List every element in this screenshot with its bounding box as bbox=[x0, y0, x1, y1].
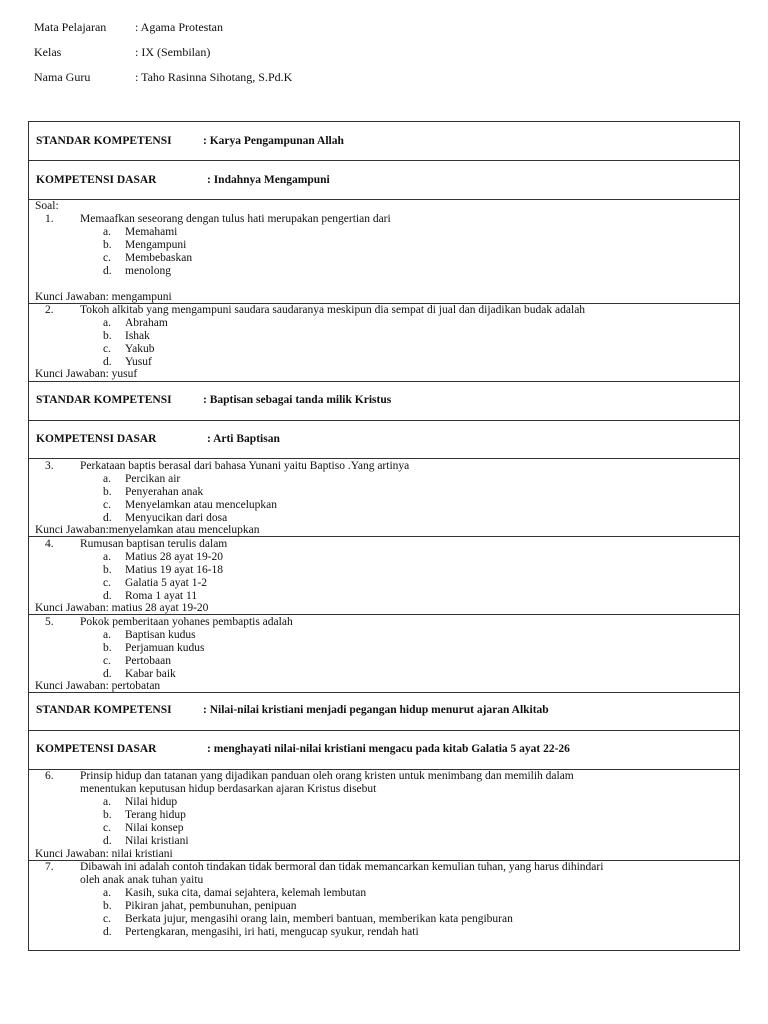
question-number: 3. bbox=[45, 460, 54, 472]
option-letter: d. bbox=[103, 590, 112, 602]
answer-key: Kunci Jawaban: matius 28 ayat 19-20 bbox=[35, 602, 209, 614]
question-text: Dibawah ini adalah contoh tindakan tidak bermoral dan tidak memancarkan kemulian tuhan, yang harus dihindari bbox=[80, 861, 604, 873]
option-text: Memahami bbox=[125, 226, 178, 238]
kd-value: : Arti Baptisan bbox=[207, 433, 280, 445]
option-text: Kasih, suka cita, damai sejahtera, kelemah lembutan bbox=[125, 887, 367, 899]
sk-value: : Nilai-nilai kristiani menjadi pegangan hidup menurut ajaran Alkitab bbox=[203, 704, 549, 716]
standar-kompetensi-3 bbox=[36, 704, 549, 716]
option-letter: a. bbox=[103, 473, 111, 485]
option-text: Abraham bbox=[125, 317, 168, 329]
option-letter: a. bbox=[103, 796, 111, 808]
subject-label: Mata Pelajaran bbox=[34, 20, 107, 34]
option-letter: c. bbox=[103, 913, 111, 925]
kd-label: KOMPETENSI DASAR bbox=[36, 743, 157, 755]
divider bbox=[29, 199, 739, 200]
kompetensi-dasar-3 bbox=[36, 743, 570, 755]
option-letter: b. bbox=[103, 642, 112, 654]
divider bbox=[29, 692, 739, 693]
answer-key: Kunci Jawaban: mengampuni bbox=[35, 291, 172, 303]
option-text: Percikan air bbox=[125, 473, 181, 485]
option-text: Berkata jujur, mengasihi orang lain, memberi bantuan, memberikan kata pengiburan bbox=[125, 913, 513, 925]
option-letter: a. bbox=[103, 226, 111, 238]
question-text: Tokoh alkitab yang mengampuni saudara saudaranya meskipun dia sempat di jual dan dijadikan budak adalah bbox=[80, 304, 586, 316]
option-letter: c. bbox=[103, 822, 111, 834]
option-letter: b. bbox=[103, 239, 112, 251]
option-text: Pertengkaran, mengasihi, iri hati, mengucap syukur, rendah hati bbox=[125, 926, 419, 938]
option-letter: a. bbox=[103, 629, 111, 641]
option-letter: a. bbox=[103, 551, 111, 563]
option-text: Terang hidup bbox=[125, 809, 186, 821]
sk-value: : Baptisan sebagai tanda milik Kristus bbox=[203, 394, 392, 406]
kd-value: : Indahnya Mengampuni bbox=[207, 174, 330, 186]
kd-label: KOMPETENSI DASAR bbox=[36, 433, 157, 445]
option-letter: b. bbox=[103, 564, 112, 576]
option-text: Pertobaan bbox=[125, 655, 171, 667]
question-number: 1. bbox=[45, 213, 54, 225]
option-letter: d. bbox=[103, 835, 112, 847]
option-text: Ishak bbox=[125, 330, 150, 342]
class-value: : IX (Sembilan) bbox=[135, 45, 211, 59]
option-text: Kabar baik bbox=[125, 668, 176, 680]
question-text-continued: oleh anak anak tuhan yaitu bbox=[80, 874, 204, 886]
subject-value: : Agama Protestan bbox=[135, 20, 223, 34]
sk-label: STANDAR KOMPETENSI bbox=[36, 394, 172, 406]
question-number: 2. bbox=[45, 304, 54, 316]
teacher-value: : Taho Rasinna Sihotang, S.Pd.K bbox=[135, 70, 293, 84]
kompetensi-dasar-2 bbox=[36, 433, 280, 445]
option-letter: d. bbox=[103, 265, 112, 277]
question-text: Perkataan baptis berasal dari bahasa Yunani yaitu Baptiso .Yang artinya bbox=[80, 460, 410, 472]
question-number: 6. bbox=[45, 770, 54, 782]
question-text-continued: menentukan keputusan hidup berdasarkan ajaran Kristus disebut bbox=[80, 783, 377, 795]
option-text: Nilai kristiani bbox=[125, 835, 189, 847]
question-text: Pokok pemberitaan yohanes pembaptis adalah bbox=[80, 616, 293, 628]
option-text: Yusuf bbox=[125, 356, 152, 368]
option-letter: c. bbox=[103, 577, 111, 589]
sk-value: : Karya Pengampunan Allah bbox=[203, 135, 344, 147]
question-number: 4. bbox=[45, 538, 54, 550]
class-label: Kelas bbox=[34, 45, 62, 59]
answer-key: Kunci Jawaban: pertobatan bbox=[35, 680, 161, 692]
standar-kompetensi-2 bbox=[36, 394, 392, 406]
teacher-label: Nama Guru bbox=[34, 70, 91, 84]
option-text: Menyucikan dari dosa bbox=[125, 512, 228, 524]
option-text: Penyerahan anak bbox=[125, 486, 204, 498]
option-letter: d. bbox=[103, 668, 112, 680]
sk-label: STANDAR KOMPETENSI bbox=[36, 135, 172, 147]
option-text: Roma 1 ayat 11 bbox=[125, 590, 198, 602]
kd-value: : menghayati nilai-nilai kristiani mengacu pada kitab Galatia 5 ayat 22-26 bbox=[207, 743, 570, 755]
option-letter: a. bbox=[103, 317, 111, 329]
option-letter: b. bbox=[103, 900, 112, 912]
question-text: Rumusan baptisan terulis dalam bbox=[80, 538, 228, 550]
option-letter: c. bbox=[103, 343, 111, 355]
option-text: Membebaskan bbox=[125, 252, 193, 264]
divider bbox=[29, 730, 739, 731]
option-letter: b. bbox=[103, 809, 112, 821]
option-text: Nilai konsep bbox=[125, 822, 184, 834]
kd-label: KOMPETENSI DASAR bbox=[36, 174, 157, 186]
option-letter: c. bbox=[103, 655, 111, 667]
option-text: Pikiran jahat, pembunuhan, penipuan bbox=[125, 900, 297, 912]
option-letter: d. bbox=[103, 512, 112, 524]
option-text: menolong bbox=[125, 265, 171, 277]
option-text: Matius 19 ayat 16-18 bbox=[125, 564, 224, 576]
option-text: Matius 28 ayat 19-20 bbox=[125, 551, 224, 563]
divider bbox=[29, 160, 739, 161]
option-letter: a. bbox=[103, 887, 111, 899]
option-text: Yakub bbox=[125, 343, 155, 355]
answer-key: Kunci Jawaban: nilai kristiani bbox=[35, 848, 173, 860]
option-text: Mengampuni bbox=[125, 239, 187, 251]
option-letter: b. bbox=[103, 330, 112, 342]
option-text: Baptisan kudus bbox=[125, 629, 196, 641]
option-letter: d. bbox=[103, 356, 112, 368]
option-letter: b. bbox=[103, 486, 112, 498]
question-number: 7. bbox=[45, 861, 54, 873]
divider bbox=[29, 614, 739, 615]
answer-key: Kunci Jawaban:menyelamkan atau mencelupkan bbox=[35, 524, 260, 536]
divider bbox=[29, 420, 739, 421]
option-letter: d. bbox=[103, 926, 112, 938]
option-text: Galatia 5 ayat 1-2 bbox=[125, 577, 208, 589]
divider bbox=[29, 381, 739, 382]
sk-label: STANDAR KOMPETENSI bbox=[36, 704, 172, 716]
question-text: Memaafkan seseorang dengan tulus hati merupakan pengertian dari bbox=[80, 213, 391, 225]
question-text: Prinsip hidup dan tatanan yang dijadikan panduan oleh orang kristen untuk menimbang dan memilih dalam bbox=[80, 770, 574, 782]
divider bbox=[29, 458, 739, 459]
option-text: Perjamuan kudus bbox=[125, 642, 205, 654]
option-letter: c. bbox=[103, 499, 111, 511]
option-text: Menyelamkan atau mencelupkan bbox=[125, 499, 277, 511]
question-number: 5. bbox=[45, 616, 54, 628]
question-table bbox=[28, 121, 740, 951]
soal-label: Soal: bbox=[35, 200, 59, 212]
kompetensi-dasar-1 bbox=[36, 174, 330, 186]
answer-key: Kunci Jawaban: yusuf bbox=[35, 368, 138, 380]
standar-kompetensi-1 bbox=[36, 135, 344, 147]
divider bbox=[29, 536, 739, 537]
option-text: Nilai hidup bbox=[125, 796, 178, 808]
option-letter: c. bbox=[103, 252, 111, 264]
